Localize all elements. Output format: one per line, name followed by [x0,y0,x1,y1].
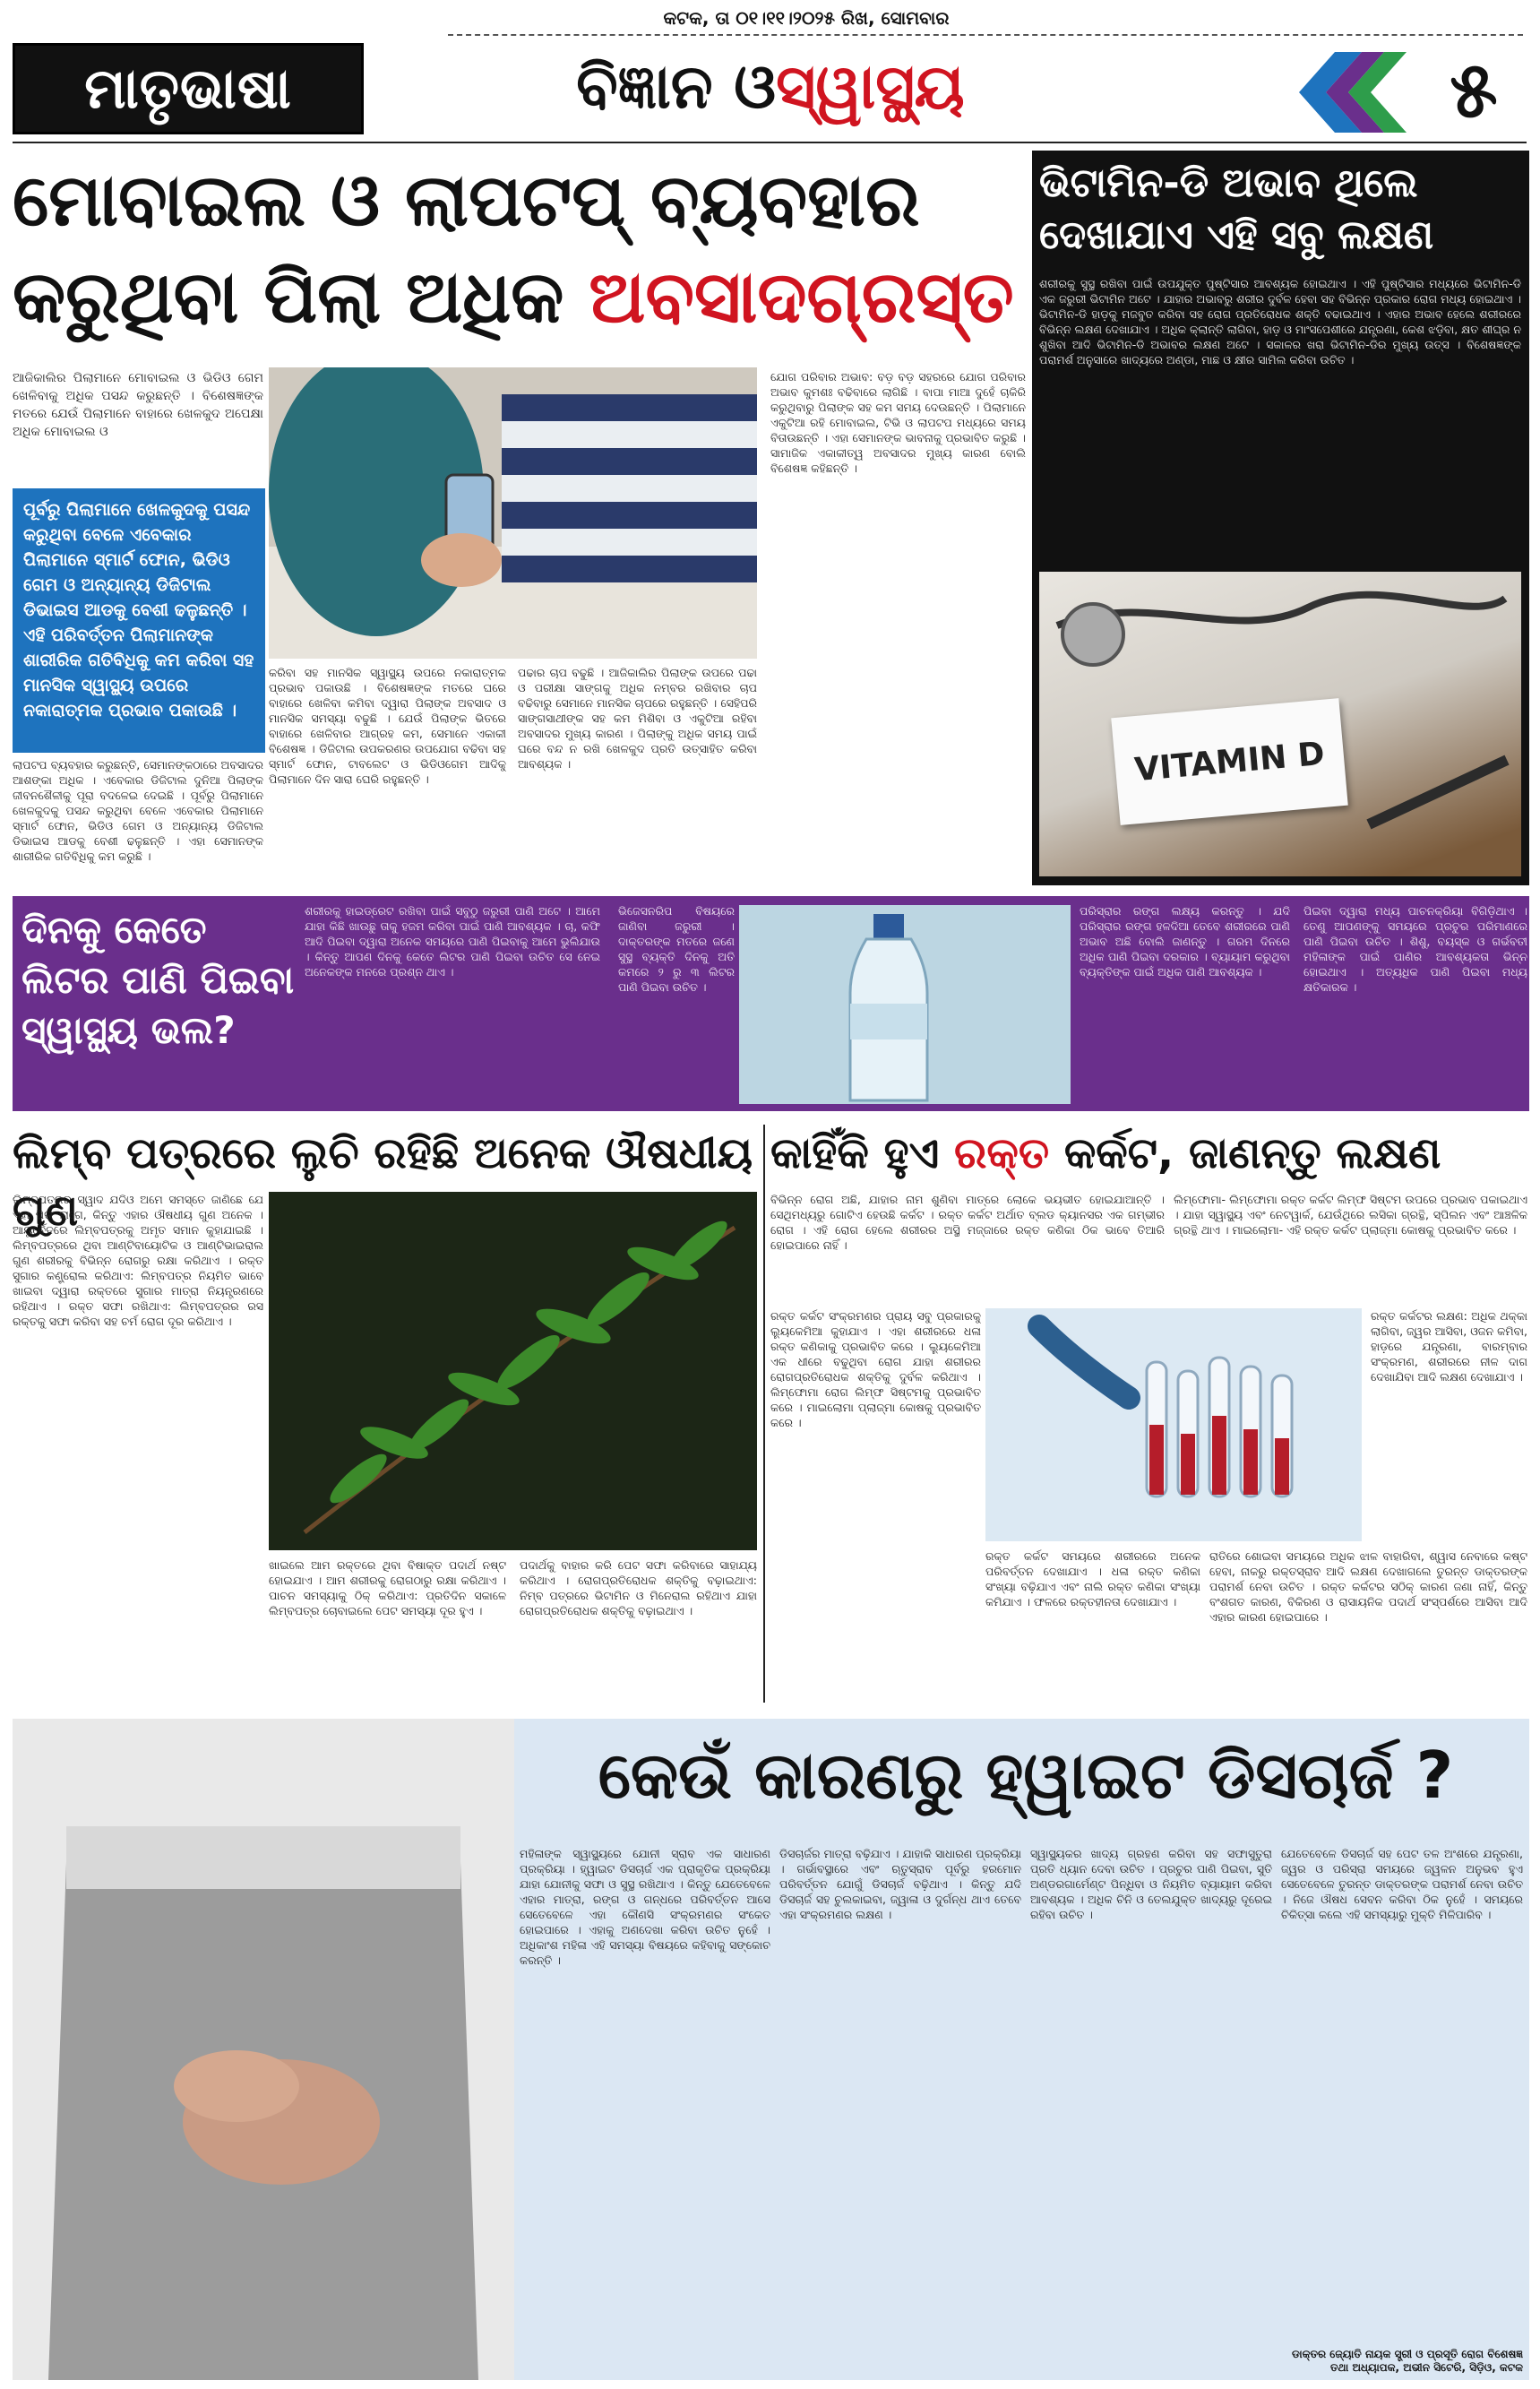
lead-pull-quote: ପୂର୍ବରୁ ପିଲାମାନେ ଖେଳକୁଦକୁ ପସନ୍ଦ କରୁଥିବା ବେଳେ ଏବେକାର ପିଲାମାନେ ସ୍ମାର୍ଟ ଫୋନ, ଭିଡିଓ ଗେମ ଓ ଅନ୍ୟାନ୍ୟ ଡିଜିଟାଲ ଡିଭାଇସ ଆଡକୁ ବେଶୀ ଢଳୁଛନ୍ତି । ଏହି ପରିବର୍ତ୍ତନ ପିଲାମାନଙ୍କ ଶାରୀରିକ ଗତିବିଧିକୁ କମ କରିବା ସହ ମାନସିକ ସ୍ୱାସ୍ଥ୍ୟ ଉପରେ ନକାରାତ୍ମକ ପ୍ରଭାବ ପକାଉଛି । [13,488,265,753]
lead-column-b: କରିବା ସହ ମାନସିକ ସ୍ୱାସ୍ଥ୍ୟ ଉପରେ ନକାରାତ୍ମକ ପ୍ରଭାବ ପକାଉଛି । ବିଶେଷଜ୍ଞଙ୍କ ମତରେ ଘରେ ବାହାରେ ଖେଳିବା କମିବା ଦ୍ୱାରା ପିଲାଙ୍କ ଅବସାଦ ଓ ମାନସିକ ସମସ୍ୟା ବଢୁଛି । ଯେଉଁ ପିଲାଙ୍କ ଭିତରେ ବାହାରେ ଖେଳିବାର ଆଗ୍ରହ କମ, ସେମାନେ ଏକାକୀ ବିଶେଷଜ୍ଞ । ଡିଜିଟାଲ ଉପକରଣର ଉପଯୋଗ ବଢିବା ସହ ସ୍ମାର୍ଟ ଫୋନ, ଟାବଲେଟ ଓ ଭିଡିଓଗେମ ଆଦିକୁ ପିଲାମାନେ ଦିନ ସାରା ଘେରି ରହୁଛନ୍ତି । [269,666,506,786]
discharge-author-credit: ଡାକ୍ତର ଜ୍ୟୋତି ନାୟକ ସ୍ତ୍ରୀ ଓ ପ୍ରସୂତି ରୋଗ ବିଶେଷଜ୍ଞ ତଥା ଅଧ୍ୟାପକ, ଅଭୀନ ସିଟେରି, ସିଡ଼ିଓ, କଟକ [1291,2348,1523,2374]
neem-leaves-image [269,1192,757,1550]
child-phone-image [269,367,757,659]
discharge-photo [13,1719,514,2380]
lead-headline-line2: କରୁଥିବା ପିଲା ଅଧିକ [13,255,589,339]
masthead-rule [13,142,1527,143]
page-number: ୫ [1450,46,1498,135]
blood-headline-a: କାହିଁକି ହୁଏ [770,1128,955,1178]
water-column-1: ଶରୀରକୁ ହାଇଡ୍ରେଟ ରଖିବା ପାଇଁ ସବୁଠୁ ଜରୁରୀ ପାଣି ଅଟେ । ଆମେ ଯାହା କିଛି ଖାଉଛୁ ତାକୁ ହଜମ କରିବା ପାଇଁ ପାଣି ଆବଶ୍ୟକ । ଚା, କଫି ଆଦି ପିଇବା ଦ୍ୱାରା ଅନେକ ସମୟରେ ପାଣି ପିଇବାକୁ ଆମେ ଭୁଲିଯାଉ । କିନ୍ତୁ ଆପଣ ଦିନକୁ କେତେ ଲିଟର ପାଣି ପିଇବା ଉଚିତ ସେ ନେଇ ଅନେକଙ୍କ ମନରେ ପ୍ରଶ୍ନ ଥାଏ । [305,904,600,979]
chevron-logo-icon [1290,52,1415,133]
blood-headline-red: ରକ୍ତ [954,1128,1050,1178]
section-title-b: ସ୍ୱାସ୍ଥ୍ୟ [776,52,965,123]
water-column-3: ପରିସ୍ରାର ରଙ୍ଗ ଲକ୍ଷ୍ୟ କରନ୍ତୁ । ଯଦି ପରିସ୍ରାର ରଙ୍ଗ ହଳଦିଆ ତେବେ ଶରୀରରେ ପାଣି ଅଭାବ ଅଛି ବୋଲି ଜାଣନ୍ତୁ । ଗରମ ଦିନରେ ଅଧିକ ପାଣି ପିଇବା ଦରକାର । ବ୍ୟାୟାମ କରୁଥିବା ବ୍ୟକ୍ତିଙ୍କ ପାଇଁ ଅଧିକ ପାଣି ଆବଶ୍ୟକ । [1080,904,1290,979]
blood-column-2b: ରକ୍ତ କର୍କଟର ଲକ୍ଷଣ: ଅଧିକ ଥକ୍କା ଲାଗିବା, ଜ୍ୱର ଆସିବା, ଓଜନ କମିବା, ହାଡ଼ରେ ଯନ୍ତ୍ରଣା, ବାରମ୍ବାର ସଂକ୍ରମଣ, ଶରୀରରେ ନୀଳ ଦାଗ ଦେଖାଯିବା ଆଦି ଲକ୍ଷଣ ଦେଖାଯାଏ । [1371,1309,1527,1384]
water-column-4: ପିଇବା ଦ୍ୱାରା ମଧ୍ୟ ପାଚନକ୍ରିୟା ବିଗିଡ଼ିଥାଏ । ତେଣୁ ଆପଣଙ୍କୁ ସମୟରେ ପ୍ରଚୁର ପରିମାଣରେ ପାଣି ପିଇବା ଉଚିତ । ଶିଶୁ, ବୟସ୍କ ଓ ଗର୍ଭବତୀ ମହିଳାଙ୍କ ପାଇଁ ପାଣିର ଆବଶ୍ୟକତା ଭିନ୍ନ ହୋଇଥାଏ । ଅତ୍ୟଧିକ ପାଣି ପିଇବା ମଧ୍ୟ କ୍ଷତିକାରକ । [1303,904,1527,994]
lead-headline-red: ଅବସାଦଗ୍ରସ୍ତ [589,255,1014,339]
test-tubes-image [985,1308,1362,1541]
neem-column-2: ଖାଇଲେ ଆମ ରକ୍ତରେ ଥିବା ବିଷାକ୍ତ ପଦାର୍ଥ ନଷ୍ଟ ହୋଇଯାଏ । ଆମ ଶରୀରକୁ ରୋଗଠାରୁ ରକ୍ଷା କରିଥାଏ । ପାଚନ ସମସ୍ୟାକୁ ଠିକ୍ କରିଥାଏ: ପ୍ରତିଦିନ ସକାଳେ ଲିମ୍ବପତ୍ର ଚୋବାଇଲେ ପେଟ ସମସ୍ୟା ଦୂର ହୁଏ । [269,1558,506,1617]
discharge-headline: କେଉଁ କାରଣରୁ ହ୍ୱାଇଟ ଡିସଚାର୍ଜ ? [598,1738,1454,1813]
discharge-column-1: ମହିଳାଙ୍କ ସ୍ୱାସ୍ଥ୍ୟରେ ଯୋନୀ ସ୍ରାବ ଏକ ସାଧାରଣ ପ୍ରକ୍ରିୟା । ହ୍ୱାଇଟ ଡିସଚାର୍ଜ ଏକ ପ୍ରାକୃତିକ ପ୍ରକ୍ରିୟା ଯାହା ଯୋନୀକୁ ସଫା ଓ ସୁସ୍ଥ ରଖିଥାଏ । କିନ୍ତୁ ଯେତେବେଳେ ଏହାର ମାତ୍ରା, ରଙ୍ଗ ଓ ଗନ୍ଧରେ ପରିବର୍ତ୍ତନ ଆସେ ସେତେବେଳେ ଏହା କୌଣସି ସଂକ୍ରମଣର ସଂକେତ ହୋଇପାରେ । ଏହାକୁ ଅଣଦେଖା କରିବା ଉଚିତ ନୁହେଁ । ଅଧିକାଂଶ ମହିଳା ଏହି ସମସ୍ୟା ବିଷୟରେ କହିବାକୁ ସଙ୍କୋଚ କରନ୍ତି । [520,1847,770,1967]
blood-column-2: ଲିମ୍ଫୋମା- ଲିମ୍ଫୋମା ରକ୍ତ କର୍କଟ ଲିମ୍ଫ ସିଷ୍ଟମ ଉପରେ ପ୍ରଭାବ ପକାଇଥାଏ । ଯାହା ସ୍ୱାସ୍ଥ୍ୟ ଏବଂ ନେଟୱାର୍କ, ଯେଉଁଥିରେ ଲସିକା ଗ୍ରନ୍ଥି, ସ୍ପିଲନ ଏବଂ ଆଞ୍ଚଳିକ ଗ୍ରନ୍ଥି ଥାଏ । ମାଇଲୋମା- ଏହି ରକ୍ତ କର୍କଟ ପ୍ଲାଜ୍ମା କୋଷକୁ ପ୍ରଭାବିତ କରେ । [1174,1193,1527,1237]
dateline: କଟକ, ତା ୦୧।୧୧।୨୦୨୫ ରିଖ, ସୋମବାର [663,7,950,29]
neem-column-1: ଲିମ୍ବପତ୍ରର ସ୍ୱାଦ ଯଦିଓ ଅମେ ସମସ୍ତେ ଜାଣିଛେ ଯେ ଏହା ପିତା ଲାଗେ, କିନ୍ତୁ ଏହାର ଔଷଧୀୟ ଗୁଣ ଅନେକ । ଆୟୁର୍ବେଦରେ ଲିମ୍ବପତ୍ରକୁ ଅମୃତ ସମାନ କୁହାଯାଇଛି । ଲିମ୍ବପତ୍ରରେ ଥିବା ଆଣ୍ଟିବାୟୋଟିକ ଓ ଆଣ୍ଟିଭାଇରାଲ ଗୁଣ ଶରୀରକୁ ବିଭିନ୍ନ ରୋଗରୁ ରକ୍ଷା କରିଥାଏ । ରକ୍ତ ସୁଗାର କଣ୍ଟ୍ରୋଲ କରିଥାଏ: ଲିମ୍ବପତ୍ର ନିୟମିତ ଭାବେ ଖାଇବା ଦ୍ୱାରା ରକ୍ତରେ ସୁଗାର ମାତ୍ରା ନିୟନ୍ତ୍ରଣରେ ରହିଥାଏ । ରକ୍ତ ସଫା ରଖିଥାଏ: ଲିମ୍ବପତ୍ରର ରସ ରକ୍ତକୁ ସଫା କରିବା ସହ ଚର୍ମ ରୋଗ ଦୂର କରିଥାଏ । [13,1193,263,1328]
blood-column-1b: ରକ୍ତ କର୍କଟ ସଂକ୍ରମଣର ପ୍ରାୟ ସବୁ ପ୍ରକାରକୁ ଲ୍ୟୁକେମିଆ କୁହାଯାଏ । ଏହା ଶରୀରରେ ଧଳା ରକ୍ତ କଣିକାକୁ ପ୍ରଭାବିତ କରେ । ଲ୍ୟୁକେମିଆ ଏକ ଧୀରେ ବଢୁଥିବା ରୋଗ ଯାହା ଶରୀରର ରୋଗପ୍ରତିରୋଧକ ଶକ୍ତିକୁ ଦୁର୍ବଳ କରିଥାଏ । ଲିମ୍ଫୋମା ରୋଗ ଲିମ୍ଫ ସିଷ୍ଟମକୁ ପ୍ରଭାବିତ କରେ । ମାଇଲୋମା ପ୍ଲାଜ୍ମା କୋଷକୁ ପ୍ରଭାବିତ କରେ । [770,1309,981,1429]
discharge-column-3: ସ୍ୱାସ୍ଥ୍ୟକର ଖାଦ୍ୟ ଗ୍ରହଣ କରିବା ସହ ସଫାସୁତୁରା ପ୍ରତି ଧ୍ୟାନ ଦେବା ଉଚିତ । ପ୍ରଚୁର ପାଣି ପିଇବା, ସୁତି ଅଣ୍ଡରଗାର୍ମେଣ୍ଟ ପିନ୍ଧିବା ଓ ନିୟମିତ ବ୍ୟାୟାମ କରିବା ଆବଶ୍ୟକ । ଅଧିକ ଚିନି ଓ ତେଲଯୁକ୍ତ ଖାଦ୍ୟରୁ ଦୂରେଇ ରହିବା ଉଚିତ । [1030,1847,1272,1921]
lead-headline-line1: ମୋବାଇଲ ଓ ଲାପଟପ୍ ବ୍ୟବହାର [13,159,920,242]
blood-column-4: ରାତିରେ ଶୋଇବା ସମୟରେ ଅଧିକ ଝାଳ ବାହାରିବା, ଶ୍ୱାସ ନେବାରେ କଷ୍ଟ ହେବା, ନାକରୁ ରକ୍ତସ୍ରାବ ଆଦି ଲକ୍ଷଣ ଦେଖାଗଲେ ତୁରନ୍ତ ଡାକ୍ତରଙ୍କ ପରାମର୍ଶ ନେବା ଉଚିତ । ରକ୍ତ କର୍କଟର ସଠିକ୍ କାରଣ ଜଣା ନାହିଁ, କିନ୍ତୁ ବଂଶଗତ କାରଣ, ବିକିରଣ ଓ ରାସାୟନିକ ପଦାର୍ଥ ସଂସ୍ପର୍ଶରେ ଆସିବା ଆଦି ଏହାର କାରଣ ହୋଇପାରେ । [1209,1549,1527,1624]
top-dashed-rule [448,34,1523,36]
blood-headline-b: କର୍କଟ, ଜାଣନ୍ତୁ ଲକ୍ଷଣ [1049,1128,1441,1178]
discharge-column-2: ଡିସଚାର୍ଜର ମାତ୍ରା ବଢ଼ିଯାଏ । ଯାହାକି ସାଧାରଣ ପ୍ରକ୍ରିୟା । ଗର୍ଭାବସ୍ଥାରେ ଏବଂ ଋତୁସ୍ରାବ ପୂର୍ବରୁ ହରମୋନ ପରିବର୍ତ୍ତନ ଯୋଗୁଁ ଡିସଚାର୍ଜ ବଢ଼ିଥାଏ । କିନ୍ତୁ ଯଦି ଡିସଚାର୍ଜ ସହ ଚୁଲକାଇବା, ଜ୍ୱାଳା ଓ ଦୁର୍ଗନ୍ଧ ଥାଏ ତେବେ ଏହା ସଂକ୍ରମଣର ଲକ୍ଷଣ । [779,1847,1021,1921]
water-headline: ଦିନକୁ କେତେ ଲିଟର ପାଣି ପିଇବା ସ୍ୱାସ୍ଥ୍ୟ ଭଲ? [22,908,295,1052]
blood-column-3: ରକ୍ତ କର୍କଟ ସମୟରେ ଶରୀରରେ ଅନେକ ପରିବର୍ତ୍ତନ ଦେଖାଯାଏ । ଧଳା ରକ୍ତ କଣିକା ସଂଖ୍ୟା ବଢ଼ିଯାଏ ଏବଂ ନାଲି ରକ୍ତ କଣିକା ସଂଖ୍ୟା କମିଯାଏ । ଫଳରେ ରକ୍ତହୀନତା ଦେଖାଯାଏ । [985,1549,1200,1608]
neem-column-3: ପଦାର୍ଥକୁ ବାହାର କରି ପେଟ ସଫା କରିବାରେ ସାହାଯ୍ୟ କରିଥାଏ । ରୋଗପ୍ରତିରୋଧକ ଶକ୍ତିକୁ ବଢ଼ାଇଥାଏ: ନିମ୍ବ ପତ୍ରରେ ଭିଟାମିନ ଓ ମିନେରାଲ ରହିଥାଏ ଯାହା ରୋଗପ୍ରତିରୋଧକ ଶକ୍ତିକୁ ବଢ଼ାଇଥାଏ । [520,1558,757,1617]
vitamin-body: ଶରୀରକୁ ସୁସ୍ଥ ରଖିବା ପାଇଁ ଉପଯୁକ୍ତ ପୁଷ୍ଟିସାର ଆବଶ୍ୟକ ହୋଇଥାଏ । ଏହି ପୁଷ୍ଟିସାର ମଧ୍ୟରେ ଭିଟାମିନ-ଡି ଏକ ଜରୁରୀ ଭିଟାମିନ ଅଟେ । ଯାହାର ଅଭାବରୁ ଶରୀର ଦୁର୍ବଳ ହେବା ସହ ବିଭିନ୍ନ ପ୍ରକାର ରୋଗ ମଧ୍ୟ ହୋଇଥାଏ । ଭିଟାମିନ-ଡି ହାଡ଼କୁ ମଜବୁତ କରିବା ସହ ରୋଗ ପ୍ରତିରୋଧକ ଶକ୍ତି ବଢାଇଥାଏ । ଏହାର ଅଭାବ ହେଲେ ଶରୀରରେ ବିଭିନ୍ନ ଲକ୍ଷଣ ଦେଖାଯାଏ । ଅଧିକ କ୍ଲାନ୍ତି ଲାଗିବା, ହାଡ଼ ଓ ମାଂସପେଶୀରେ ଯନ୍ତ୍ରଣା, କେଶ ଝଡ଼ିବା, କ୍ଷତ ଶୀଘ୍ର ନ ଶୁଖିବା ଆଦି ଭିଟାମିନ-ଡି ଅଭାବର ଲକ୍ଷଣ ଅଟେ । ସକାଳର ଖରା ଭିଟାମିନ-ଡିର ମୁଖ୍ୟ ଉତ୍ସ । ବିଶେଷଜ୍ଞଙ୍କ ପରାମର୍ଶ ଅନୁସାରେ ଖାଦ୍ୟରେ ଅଣ୍ଡା, ମାଛ ଓ କ୍ଷୀର ସାମିଲ କରିବା ଉଚିତ । [1039,277,1521,367]
vitamin-headline: ଭିଟାମିନ-ଡି ଅଭାବ ଥିଲେ ଦେଖାଯାଏ ଏହି ସବୁ ଲକ୍ଷଣ [1039,160,1434,258]
vitamin-d-card: VITAMIN D [1111,698,1347,825]
neem-blood-divider [763,1125,765,1703]
discharge-column-4: ଯେତେବେଳେ ଡିସଚାର୍ଜ ସହ ପେଟ ତଳ ଅଂଶରେ ଯନ୍ତ୍ରଣା, ଜ୍ୱର ଓ ପରିସ୍ରା ସମୟରେ ଜ୍ୱଳନ ଅନୁଭବ ହୁଏ ସେତେବେଳେ ତୁରନ୍ତ ଡାକ୍ତରଙ୍କ ପରାମର୍ଶ ନେବା ଉଚିତ । ନିଜେ ଔଷଧ ସେବନ କରିବା ଠିକ ନୁହେଁ । ସମୟରେ ଚିକିତ୍ସା କଲେ ଏହି ସମସ୍ୟାରୁ ମୁକ୍ତି ମିଳିପାରିବ । [1281,1847,1523,1921]
newspaper-logo[interactable]: ମାତୃଭାଷା [13,43,364,134]
water-bottle-photo [739,905,1071,1104]
blood-column-1: ବିଭିନ୍ନ ରୋଗ ଅଛି, ଯାହାର ନାମ ଶୁଣିବା ମାତ୍ରେ ଲୋକେ ଭୟଭୀତ ହୋଇଯାଆନ୍ତି । ସେଥିମଧ୍ୟରୁ ଗୋଟିଏ ହେଉଛି କର୍କଟ । ରକ୍ତ କର୍କଟ ଅର୍ଥାତ ବ୍ଲଡ କ୍ୟାନସର ଏକ ଗମ୍ଭୀର ରୋଗ । ଏହି ରୋଗ ହେଲେ ଶରୀରର ଅସ୍ଥି ମଜ୍ଜାରେ ରକ୍ତ କଣିକା ଠିକ ଭାବେ ତିଆରି ହୋଇପାରେ ନାହିଁ । [770,1193,1165,1252]
lead-column-d: ଯୋଗ ପରିବାର ଅଭାବ: ବଡ଼ ବଡ଼ ସହରରେ ଯୋଗ ପରିବାର ଅଭାବ କୁମଶଃ ବଢିବାରେ ଲାଗିଛି । ବାପା ମାଆ ଦୁହେଁ ଚାକିରି କରୁଥିବାରୁ ପିଲାଙ୍କ ସହ କମ ସମୟ ଦେଉଛନ୍ତି । ପିଲାମାନେ ଏକୁଟିଆ ରହି ମୋବାଇଲ, ଟିଭି ଓ ଲାପଟପ ମଧ୍ୟରେ ସମୟ ବିତାଉଛନ୍ତି । ଏହା ସେମାନଙ୍କ ଭାବନାକୁ ପ୍ରଭାବିତ କରୁଛି । ସାମାଜିକ ଏକାକୀତ୍ୱ ଅବସାଦର ମୁଖ୍ୟ କାରଣ ବୋଲି ବିଶେଷଜ୍ଞ କହିଛନ୍ତି । [770,370,1026,475]
neem-photo [269,1192,757,1550]
lead-column-c: ପଢାର ଚାପ ବଢୁଛି । ଆଜିକାଲିର ପିଲାଙ୍କ ଉପରେ ପଢା ଓ ପରୀକ୍ଷା ସାଙ୍ଗକୁ ଅଧିକ ନମ୍ବର ରଖିବାର ଚାପ ବଢିବାରୁ ସେମାନେ ମାନସିକ ଚାପରେ ରହୁଛନ୍ତି । ସେହିପରି ସାଙ୍ଗସାଥୀଙ୍କ ସହ କମ ମିଶିବା ଓ ଏକୁଟିଆ ରହିବା ଅବସାଦର ମୁଖ୍ୟ କାରଣ । ପିଲାଙ୍କୁ ଅଧିକ ସମୟ ପାଇଁ ଘରେ ବନ୍ଦ ନ ରଖି ଖେଳକୁଦ ପ୍ରତି ଉତ୍ସାହିତ କରିବା ଆବଶ୍ୟକ । [518,666,757,771]
blood-sample-photo [985,1308,1362,1541]
woman-pelvic-image [13,1719,514,2380]
lead-intro: ଆଜିକାଲିର ପିଲାମାନେ ମୋବାଇଲ ଓ ଭିଡିଓ ଗେମ ଖେଳିବାକୁ ଅଧିକ ପସନ୍ଦ କରୁଛନ୍ତି । ବିଶେଷଜ୍ଞଙ୍କ ମତରେ ଯେଉଁ ପିଲାମାନେ ବାହାରେ ଖେଳକୁଦ ଅପେକ୍ଷା ଅଧିକ ମୋବାଇଲ ଓ [13,371,263,439]
lead-photo-child-phone [269,367,757,659]
neem-headline: ଲିମ୍ବ ପତ୍ରରେ ଲୁଚି ରହିଛି ଅନେକ ଔଷଧୀୟ ଗୁଣ [13,1128,753,1236]
lead-headline [13,152,1025,346]
section-title [385,43,1156,133]
water-column-2: ଭିଜେସନରିପ ବିଷୟରେ ଜାଣିବା ଜରୁରୀ । ଦାକ୍ତରଙ୍କ ମତରେ ଜଣେ ସୁସ୍ଥ ବ୍ୟକ୍ତି ଦିନକୁ ଅତି କମରେ ୨ ରୁ ୩ ଲିଟର ପାଣି ପିଇବା ଉଚିତ । [618,904,735,994]
section-title-a: ବିଜ୍ଞାନ ଓ [576,52,777,123]
lead-column-a: ଲାପଟପ ବ୍ୟବହାର କରୁଛନ୍ତି, ସେମାନଙ୍କଠାରେ ଅବସାଦର ଆଶଙ୍କା ଅଧିକ । ଏବେକାର ଡିଜିଟାଲ ଦୁନିଆ ପିଲାଙ୍କ ଜୀବନଶୈଳୀକୁ ପୂରା ବଦଳେଇ ଦେଇଛି । ପୂର୍ବରୁ ପିଲାମାନେ ଖେଳକୁଦକୁ ପସନ୍ଦ କରୁଥିବା ବେଳେ ଏବେକାର ପିଲାମାନେ ସ୍ମାର୍ଟ ଫୋନ, ଭିଡିଓ ଗେମ ଓ ଅନ୍ୟାନ୍ୟ ଡିଜିଟାଲ ଡିଭାଇସ ଆଡକୁ ବେଶୀ ଢଳୁଛନ୍ତି । ଏହା ସେମାନଙ୍କ ଶାରୀରିକ ଗତିବିଧିକୁ କମ କରୁଛି । [13,758,263,863]
blood-cancer-headline [770,1125,1527,1182]
bottle-image [739,905,1071,1104]
